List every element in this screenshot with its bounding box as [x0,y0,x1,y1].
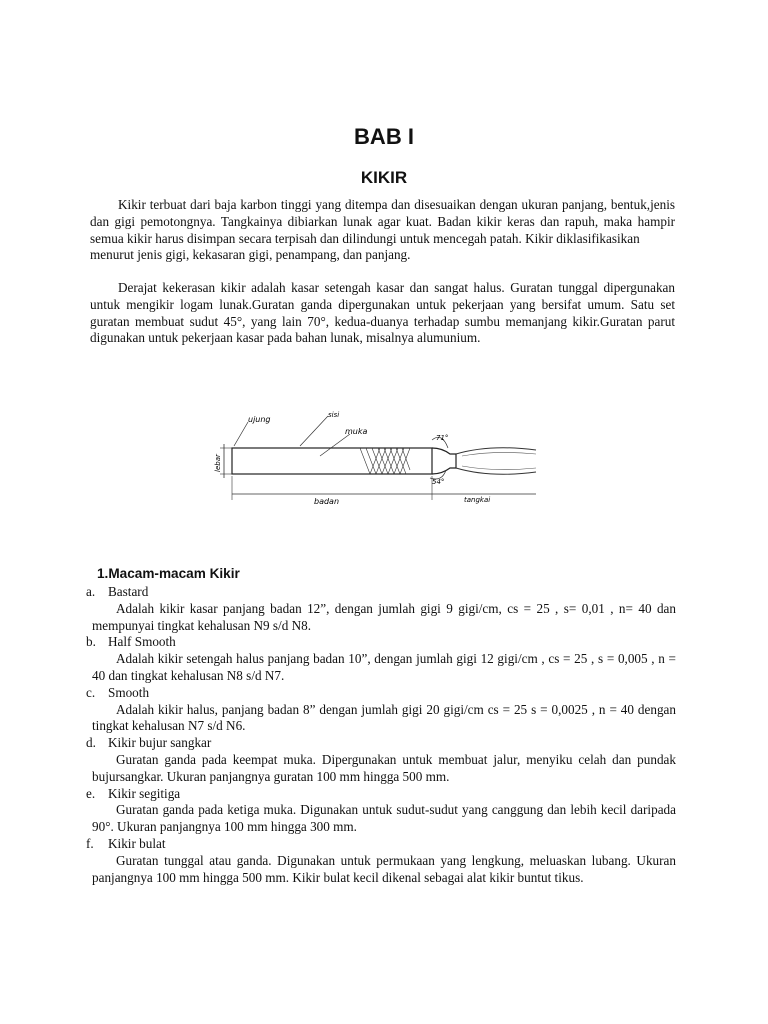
label-ujung: ujung [248,415,271,424]
item-description: Adalah kikir setengah halus panjang badan 10”, dengan jumlah gigi 12 gigi/cm , cs = 25 , s = 0,005 , n = 40 dan tingkat kehalusan N8 s/d N7. [92,651,676,683]
item-name: Smooth [108,684,150,700]
item-description: Adalah kikir halus, panjang badan 8” dengan jumlah gigi 20 gigi/cm cs = 25 s = 0,0025 , n = 40 dengan tingkat kehalusan N7 s/d N6. [92,701,676,734]
item-name: Bastard [108,584,149,599]
item-letter: e. [86,785,96,801]
item-letter: c. [86,684,96,700]
label-tangkai: tangkai [464,496,491,504]
list-item [86,584,676,634]
intro-paragraph-2-text: Derajat kekerasan kikir adalah kasar setengah kasar dan sangat halus. Guratan tunggal dipergunakan untuk mengikir logam lunak.Guratan ganda dipergunakan untuk pekerjaan yang bersifat umum. Satu set guratan membuat sudut 45°, yang lain 70°, kedua-duanya terhadap sumbu memanjang kikir.Guratan parut digunakan untuk pekerjaan kasar pada bahan lunak, misalnya alumunium. [90,280,675,346]
item-letter: d. [86,735,96,751]
list-item [86,836,676,886]
intro-paragraph-2 [90,280,675,347]
item-description: Guratan ganda pada keempat muka. Dipergunakan untuk membuat jalur, menyiku celah dan pundak bujursangkar. Ukuran panjangnya guratan 100 mm hingga 500 mm. [92,751,676,784]
item-letter: b. [86,634,96,650]
label-lebar: lebar [214,454,222,472]
intro-paragraph-1-text: Kikir terbuat dari baja karbon tinggi yang ditempa dan disesuaikan dengan ukuran panjang, bentuk,jenis dan gigi pemotongnya. Tangkainya dibiarkan lunak agar kuat. Badan kikir keras dan rapuh, maka hampir semua kikir harus disimpan secara terpisah dan dilindungi untuk mencegah patah. Kikir diklasifikasikan [90,197,675,246]
chapter-heading: BAB I [354,124,414,149]
item-name: Kikir segitiga [108,785,181,801]
list-item [86,634,676,684]
intro-paragraph-1-tail: menurut jenis gigi, kekasaran gigi, penampang, dan panjang. [90,247,411,263]
tooth-hatching [360,448,410,474]
file-tang [456,448,536,475]
label-muka: muka [345,427,368,436]
label-angle-54: 54° [432,478,445,486]
item-name: Half Smooth [108,634,176,650]
file-heel [432,448,456,474]
list-item [86,685,676,735]
section-heading: 1.Macam-macam Kikir [97,566,240,581]
file-body-outline [232,448,432,474]
intro-paragraph-1 [90,197,675,264]
item-description: Guratan ganda pada ketiga muka. Digunakan untuk sudut-sudut yang canggung dan lebih kecil daripada 90°. Ukuran panjangnya 100 mm hingga 300 mm. [92,802,676,835]
label-badan: badan [314,497,340,506]
label-sisi: sisi [328,411,340,419]
label-angle-71: 71° [436,434,449,442]
file-types-list [86,584,676,886]
item-description: Adalah kikir kasar panjang badan 12”, dengan jumlah gigi 9 gigi/cm, cs = 25 , s= 0,01 , n= 40 dan mempunyai tingkat kehalusan N9 s/d N8. [92,600,676,633]
item-letter: a. [86,584,96,599]
item-letter: f. [86,835,94,851]
item-description: Guratan tunggal atau ganda. Digunakan untuk permukaan yang lengkung, meluaskan lubang. Ukuran panjangnya 100 mm hingga 500 mm. Kikir bulat kecil dikenal sebagai alat kikir buntut tikus. [92,852,676,885]
file-diagram [210,408,540,508]
list-item [86,786,676,836]
item-name: Kikir bujur sangkar [108,735,212,751]
page-title: KIKIR [360,168,408,187]
list-item [86,735,676,785]
item-name: Kikir bulat [108,835,166,851]
